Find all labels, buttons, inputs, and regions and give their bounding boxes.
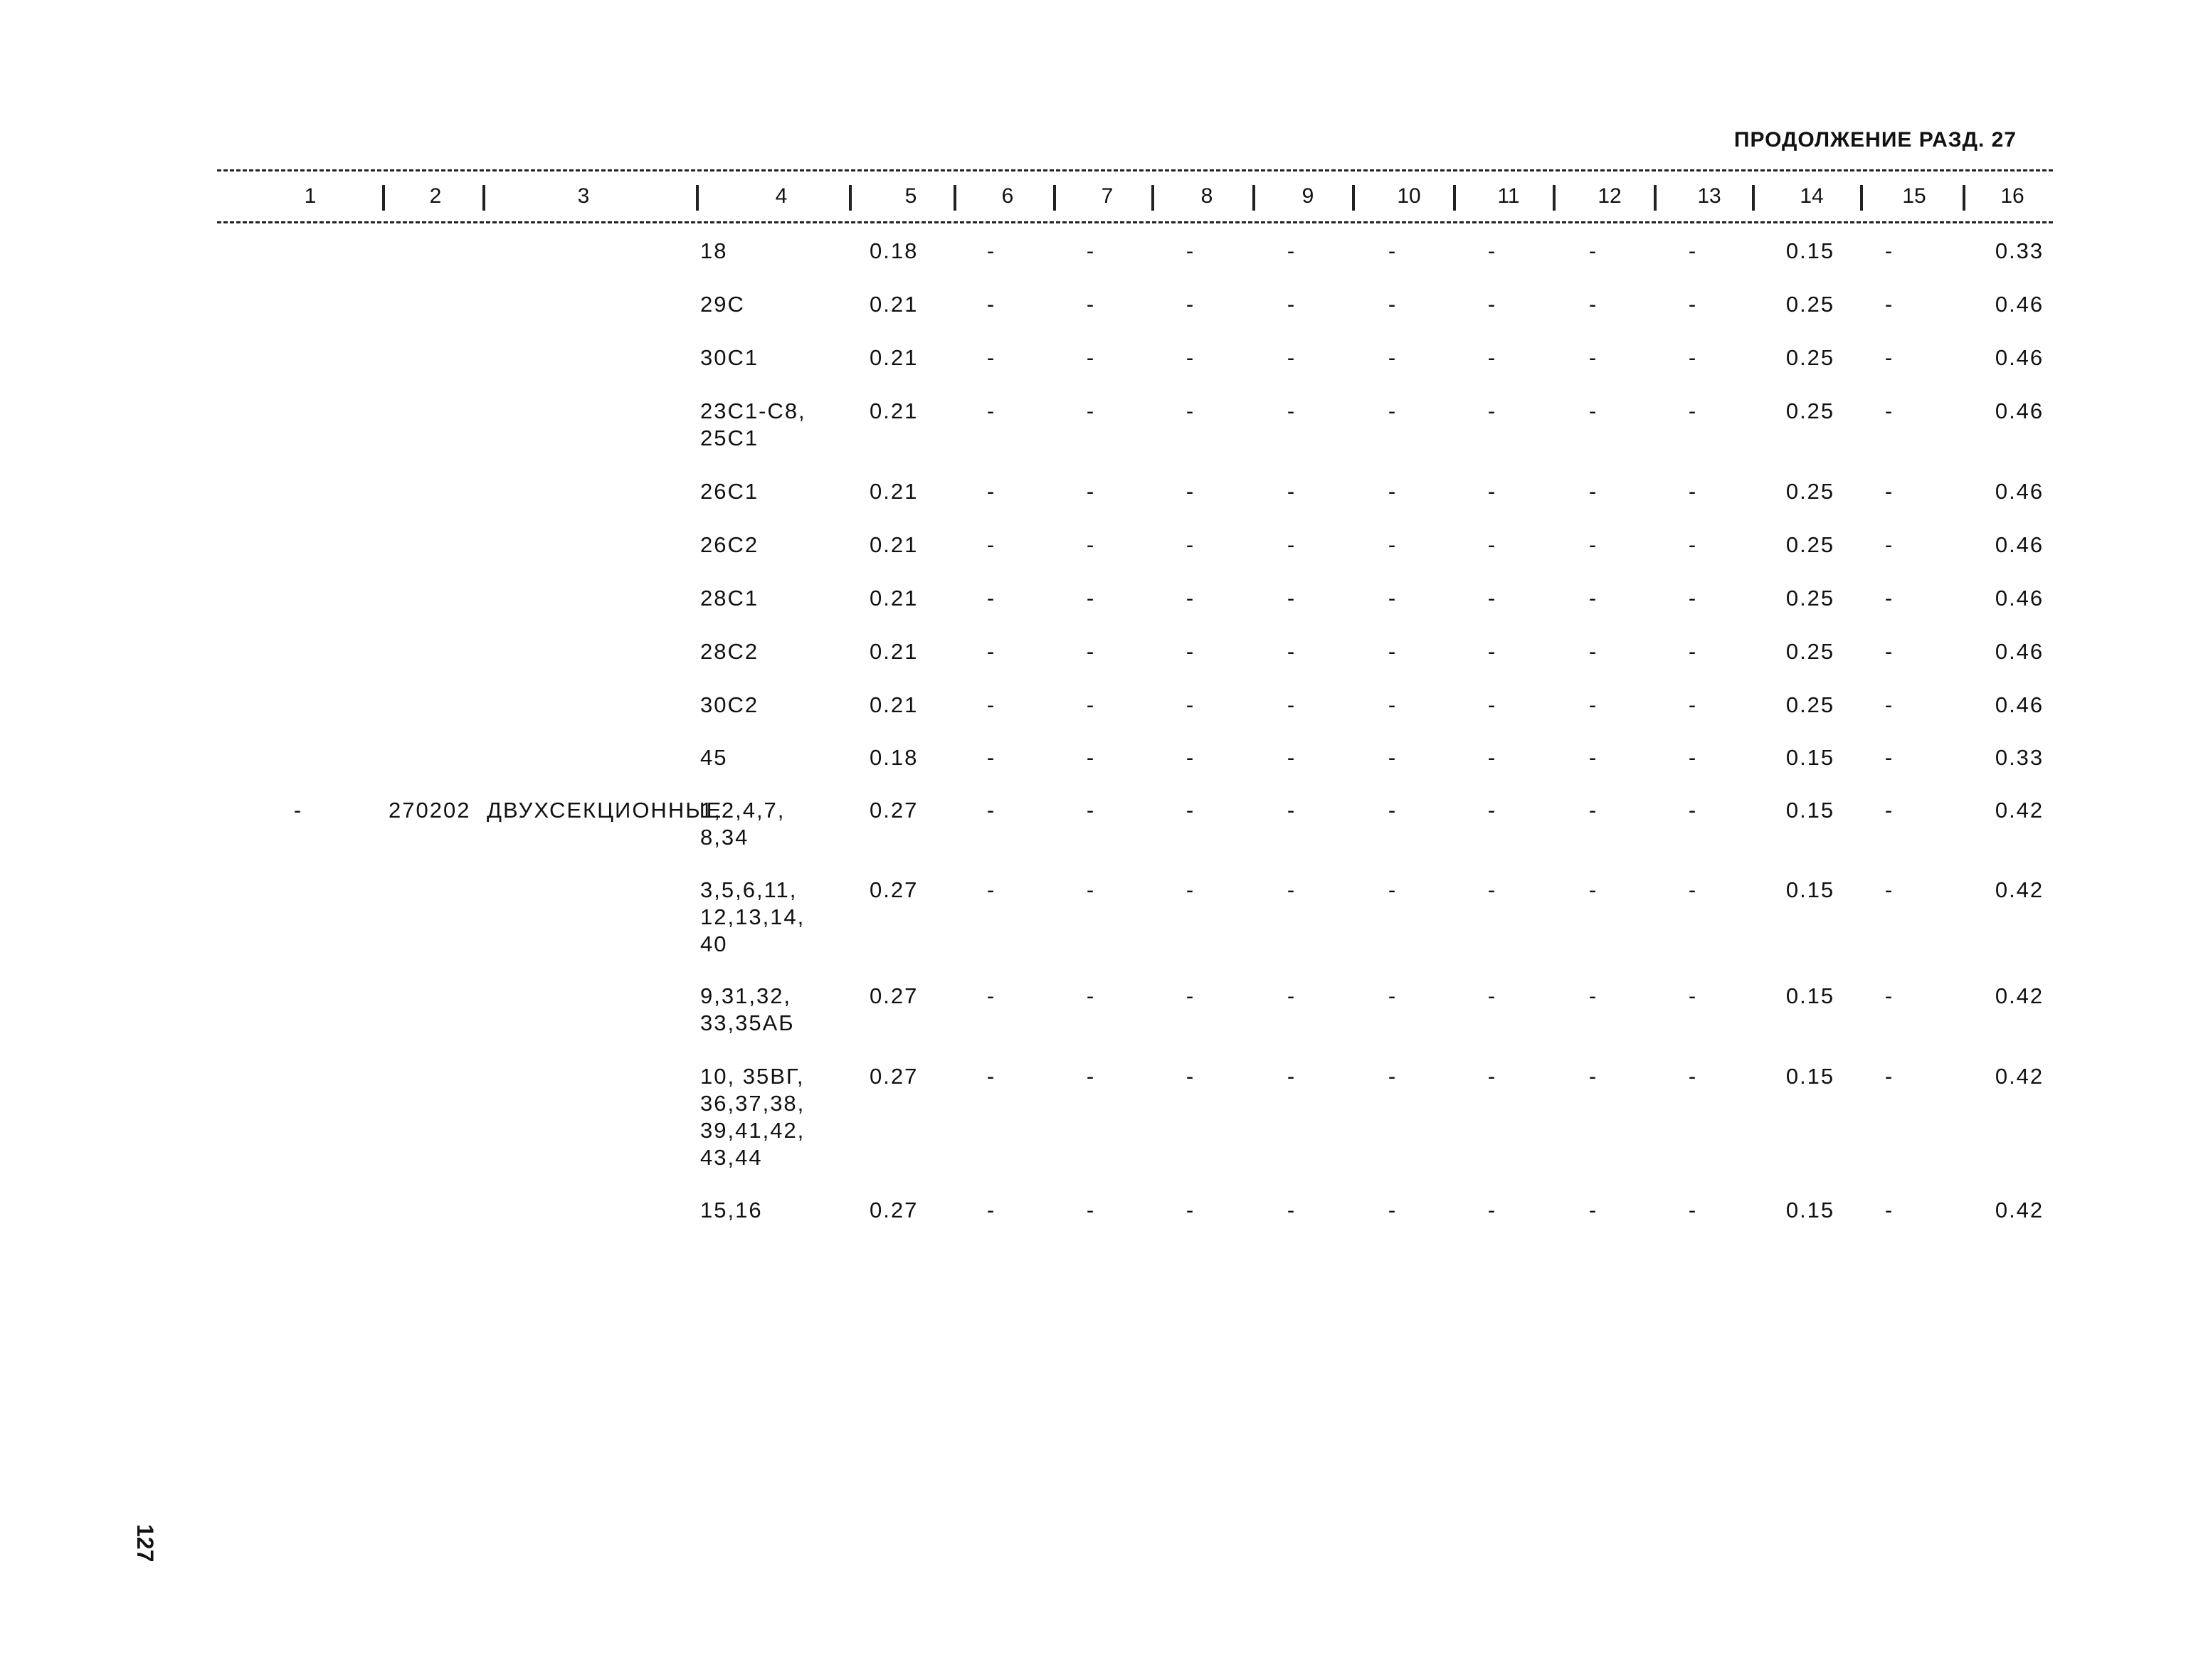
cell-col15: - [1884, 1064, 1893, 1089]
cell-col6: - [986, 639, 995, 664]
cell-col4: 1,2,4,7, 8,34 [700, 798, 786, 850]
cell-col5: 0.18 [870, 238, 919, 263]
cell-col6: - [986, 532, 995, 557]
cell-col14: 0.25 [1785, 292, 1835, 317]
cell-col5: 0.21 [870, 398, 919, 423]
cell-col8: - [1186, 532, 1194, 557]
cell-col16: 0.42 [1995, 1064, 2044, 1089]
cell-col7: - [1086, 586, 1094, 611]
cell-col8: - [1186, 1064, 1194, 1089]
cell-col9: - [1287, 238, 1295, 263]
cell-col13: - [1688, 639, 1696, 664]
cell-col13: - [1688, 692, 1696, 717]
cell-col14: 0.15 [1785, 238, 1835, 263]
cell-col10: - [1388, 1198, 1396, 1222]
cell-col6: - [986, 345, 995, 370]
column-header-8: 8 [1200, 184, 1213, 208]
cell-col16: 0.46 [1995, 292, 2044, 317]
cell-col7: - [1086, 1064, 1094, 1089]
cell-col4: 26С2 [700, 532, 759, 557]
cell-col6: - [986, 877, 995, 902]
cell-col11: - [1487, 745, 1496, 770]
cell-col10: - [1388, 877, 1396, 902]
cell-col9: - [1287, 983, 1295, 1008]
cell-col8: - [1186, 798, 1194, 823]
cell-col5: 0.21 [870, 479, 919, 504]
cell-col10: - [1388, 479, 1396, 504]
cell-col5: 0.21 [870, 345, 919, 370]
column-separator [696, 185, 699, 211]
column-header-12: 12 [1598, 184, 1622, 208]
cell-col12: - [1588, 532, 1597, 557]
column-separator [1963, 185, 1965, 211]
column-separator [1752, 185, 1755, 211]
cell-col8: - [1186, 877, 1194, 902]
cell-col10: - [1388, 1064, 1396, 1089]
cell-col12: - [1588, 639, 1597, 664]
cell-col11: - [1487, 692, 1496, 717]
cell-col15: - [1884, 1198, 1893, 1222]
cell-col10: - [1388, 292, 1396, 317]
cell-col12: - [1588, 983, 1597, 1008]
cell-col6: - [986, 692, 995, 717]
cell-col11: - [1487, 1198, 1496, 1222]
cell-col14: 0.25 [1785, 345, 1835, 370]
cell-col9: - [1287, 1198, 1295, 1222]
cell-col14: 0.25 [1785, 479, 1835, 504]
cell-col10: - [1388, 398, 1396, 423]
cell-col4: 9,31,32, 33,35АБ [700, 983, 795, 1035]
cell-col16: 0.42 [1995, 877, 2044, 902]
column-separator [382, 185, 385, 211]
column-separator [1352, 185, 1355, 211]
cell-col7: - [1086, 292, 1094, 317]
column-header-5: 5 [904, 184, 917, 208]
cell-col10: - [1388, 692, 1396, 717]
cell-col9: - [1287, 345, 1295, 370]
cell-col8: - [1186, 692, 1194, 717]
cell-col11: - [1487, 238, 1496, 263]
cell-col14: 0.25 [1785, 692, 1835, 717]
cell-col14: 0.15 [1785, 1198, 1835, 1222]
cell-col13: - [1688, 238, 1696, 263]
cell-col4: 45 [700, 745, 728, 770]
cell-col5: 0.27 [870, 798, 919, 823]
cell-col4: 10, 35ВГ, 36,37,38, 39,41,42, 43,44 [700, 1064, 806, 1170]
cell-col15: - [1884, 586, 1893, 611]
cell-col9: - [1287, 479, 1295, 504]
cell-col6: - [986, 798, 995, 823]
cell-col14: 0.15 [1785, 877, 1835, 902]
cell-col15: - [1884, 877, 1893, 902]
cell-col13: - [1688, 479, 1696, 504]
cell-col8: - [1186, 292, 1194, 317]
cell-col11: - [1487, 479, 1496, 504]
cell-col10: - [1388, 345, 1396, 370]
cell-col8: - [1186, 1198, 1194, 1222]
cell-col4: 26С1 [700, 479, 759, 504]
cell-col1: - [293, 798, 302, 823]
cell-col4: 30С2 [700, 692, 759, 717]
cell-col16: 0.46 [1995, 398, 2044, 423]
cell-col6: - [986, 238, 995, 263]
cell-col14: 0.25 [1785, 639, 1835, 664]
cell-col12: - [1588, 692, 1597, 717]
cell-col6: - [986, 745, 995, 770]
cell-col12: - [1588, 398, 1597, 423]
cell-col15: - [1884, 345, 1893, 370]
cell-col11: - [1487, 398, 1496, 423]
cell-col12: - [1588, 345, 1597, 370]
cell-col6: - [986, 398, 995, 423]
cell-col6: - [986, 292, 995, 317]
cell-col15: - [1884, 692, 1893, 717]
cell-col6: - [986, 586, 995, 611]
cell-col10: - [1388, 983, 1396, 1008]
cell-col5: 0.21 [870, 586, 919, 611]
cell-col8: - [1186, 479, 1194, 504]
cell-col15: - [1884, 479, 1893, 504]
cell-col5: 0.27 [870, 983, 919, 1008]
cell-col15: - [1884, 639, 1893, 664]
cell-col11: - [1487, 639, 1496, 664]
cell-col7: - [1086, 398, 1094, 423]
cell-col4: 15,16 [700, 1198, 763, 1222]
cell-col15: - [1884, 745, 1893, 770]
cell-col14: 0.15 [1785, 745, 1835, 770]
cell-col16: 0.46 [1995, 586, 2044, 611]
column-separator [482, 185, 485, 211]
cell-col8: - [1186, 745, 1194, 770]
cell-col9: - [1287, 1064, 1295, 1089]
cell-col6: - [986, 479, 995, 504]
column-header-13: 13 [1697, 184, 1721, 208]
cell-col4: 3,5,6,11, 12,13,14, 40 [700, 877, 806, 956]
column-separator [1252, 185, 1255, 211]
cell-col13: - [1688, 586, 1696, 611]
cell-col13: - [1688, 292, 1696, 317]
cell-col4: 23С1-С8, 25С1 [700, 398, 806, 450]
cell-col6: - [986, 1198, 995, 1222]
column-header-16: 16 [2000, 184, 2024, 208]
cell-col8: - [1186, 983, 1194, 1008]
cell-col16: 0.46 [1995, 639, 2044, 664]
cell-col16: 0.46 [1995, 692, 2044, 717]
cell-col9: - [1287, 692, 1295, 717]
cell-col9: - [1287, 532, 1295, 557]
column-header-9: 9 [1301, 184, 1314, 208]
cell-col9: - [1287, 639, 1295, 664]
column-separator [1860, 185, 1863, 211]
cell-col9: - [1287, 292, 1295, 317]
cell-col15: - [1884, 532, 1893, 557]
column-separator [1151, 185, 1154, 211]
cell-col12: - [1588, 479, 1597, 504]
cell-col8: - [1186, 238, 1194, 263]
cell-col15: - [1884, 798, 1893, 823]
cell-col13: - [1688, 532, 1696, 557]
cell-col13: - [1688, 345, 1696, 370]
cell-col7: - [1086, 745, 1094, 770]
column-separator [1453, 185, 1456, 211]
column-header-14: 14 [1800, 184, 1824, 208]
cell-col8: - [1186, 639, 1194, 664]
cell-col11: - [1487, 1064, 1496, 1089]
column-header-3: 3 [577, 184, 590, 208]
cell-col3: ДВУХСЕКЦИОННЫЕ [487, 798, 723, 823]
cell-col12: - [1588, 238, 1597, 263]
cell-col5: 0.21 [870, 532, 919, 557]
cell-col12: - [1588, 1064, 1597, 1089]
cell-col5: 0.21 [870, 692, 919, 717]
cell-col9: - [1287, 798, 1295, 823]
page-number: 127 [132, 1524, 158, 1563]
cell-col11: - [1487, 877, 1496, 902]
cell-col10: - [1388, 745, 1396, 770]
cell-col4: 28С1 [700, 586, 759, 611]
cell-col9: - [1287, 398, 1295, 423]
cell-col13: - [1688, 398, 1696, 423]
cell-col16: 0.42 [1995, 798, 2044, 823]
cell-col14: 0.15 [1785, 1064, 1835, 1089]
cell-col13: - [1688, 877, 1696, 902]
cell-col7: - [1086, 798, 1094, 823]
cell-col13: - [1688, 983, 1696, 1008]
cell-col4: 18 [700, 238, 728, 263]
cell-col5: 0.21 [870, 639, 919, 664]
cell-col9: - [1287, 745, 1295, 770]
cell-col8: - [1186, 345, 1194, 370]
cell-col13: - [1688, 1064, 1696, 1089]
column-header-2: 2 [429, 184, 442, 208]
column-header-10: 10 [1397, 184, 1421, 208]
column-header-11: 11 [1497, 184, 1520, 208]
column-header-4: 4 [775, 184, 788, 208]
cell-col11: - [1487, 586, 1496, 611]
section-heading: ПРОДОЛЖЕНИЕ РАЗД. 27 [1733, 128, 2017, 152]
cell-col12: - [1588, 877, 1597, 902]
cell-col16: 0.46 [1995, 345, 2044, 370]
column-separator [849, 185, 852, 211]
cell-col11: - [1487, 532, 1496, 557]
cell-col16: 0.33 [1995, 745, 2044, 770]
cell-col5: 0.18 [870, 745, 919, 770]
cell-col11: - [1487, 292, 1496, 317]
header-bottom-rule [217, 221, 2053, 223]
cell-col14: 0.25 [1785, 532, 1835, 557]
cell-col7: - [1086, 238, 1094, 263]
cell-col13: - [1688, 1198, 1696, 1222]
cell-col5: 0.27 [870, 877, 919, 902]
cell-col15: - [1884, 292, 1893, 317]
cell-col7: - [1086, 639, 1094, 664]
cell-col10: - [1388, 798, 1396, 823]
cell-col12: - [1588, 1198, 1597, 1222]
cell-col11: - [1487, 983, 1496, 1008]
cell-col13: - [1688, 798, 1696, 823]
cell-col9: - [1287, 877, 1295, 902]
cell-col12: - [1588, 798, 1597, 823]
cell-col16: 0.33 [1995, 238, 2044, 263]
column-header-6: 6 [1001, 184, 1014, 208]
cell-col7: - [1086, 532, 1094, 557]
cell-col5: 0.27 [870, 1198, 919, 1222]
cell-col10: - [1388, 532, 1396, 557]
cell-col5: 0.21 [870, 292, 919, 317]
cell-col12: - [1588, 292, 1597, 317]
column-separator [1654, 185, 1657, 211]
cell-col10: - [1388, 238, 1396, 263]
column-header-7: 7 [1101, 184, 1114, 208]
cell-col6: - [986, 1064, 995, 1089]
cell-col12: - [1588, 586, 1597, 611]
cell-col7: - [1086, 692, 1094, 717]
cell-col14: 0.25 [1785, 398, 1835, 423]
column-separator [1553, 185, 1556, 211]
cell-col14: 0.15 [1785, 798, 1835, 823]
cell-col16: 0.42 [1995, 983, 2044, 1008]
column-separator [954, 185, 956, 211]
cell-col7: - [1086, 479, 1094, 504]
cell-col6: - [986, 983, 995, 1008]
cell-col4: 30С1 [700, 345, 759, 370]
cell-col11: - [1487, 798, 1496, 823]
cell-col4: 29С [700, 292, 745, 317]
cell-col15: - [1884, 398, 1893, 423]
cell-col11: - [1487, 345, 1496, 370]
cell-col7: - [1086, 1198, 1094, 1222]
column-header-15: 15 [1902, 184, 1926, 208]
cell-col7: - [1086, 983, 1094, 1008]
cell-col4: 28С2 [700, 639, 759, 664]
cell-col15: - [1884, 238, 1893, 263]
cell-col10: - [1388, 639, 1396, 664]
column-header-1: 1 [304, 184, 317, 208]
cell-col14: 0.25 [1785, 586, 1835, 611]
cell-col5: 0.27 [870, 1064, 919, 1089]
cell-col8: - [1186, 586, 1194, 611]
cell-col10: - [1388, 586, 1396, 611]
cell-col7: - [1086, 877, 1094, 902]
column-separator [1053, 185, 1056, 211]
cell-col2: 270202 [389, 798, 471, 823]
cell-col13: - [1688, 745, 1696, 770]
cell-col16: 0.42 [1995, 1198, 2044, 1222]
cell-col12: - [1588, 745, 1597, 770]
cell-col14: 0.15 [1785, 983, 1835, 1008]
cell-col16: 0.46 [1995, 479, 2044, 504]
cell-col16: 0.46 [1995, 532, 2044, 557]
cell-col8: - [1186, 398, 1194, 423]
cell-col15: - [1884, 983, 1893, 1008]
cell-col7: - [1086, 345, 1094, 370]
cell-col9: - [1287, 586, 1295, 611]
header-top-rule [217, 169, 2053, 171]
